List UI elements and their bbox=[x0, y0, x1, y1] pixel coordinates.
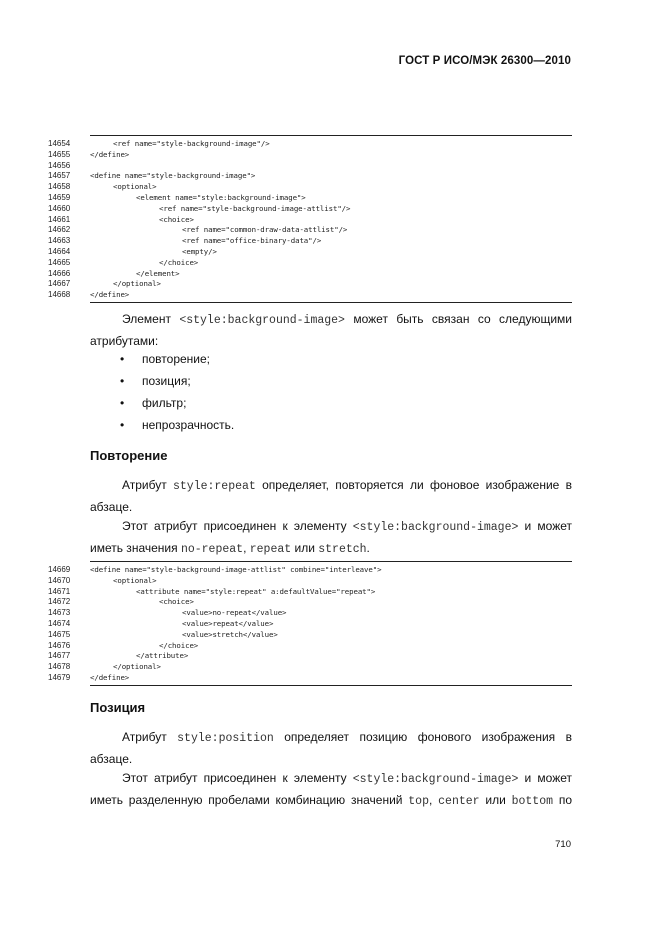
code-text: <value>no-repeat</value> bbox=[182, 608, 287, 618]
paragraph-repeat-1: Атрибут style:repeat определяет, повторяется ли фоновое изображение в bbox=[122, 478, 572, 493]
code-line bbox=[48, 258, 572, 269]
code-text: </optional> bbox=[113, 279, 161, 289]
bullet-icon: • bbox=[120, 418, 125, 432]
code-line bbox=[48, 139, 572, 150]
list-item bbox=[90, 414, 572, 436]
list-item bbox=[90, 392, 572, 414]
code-text: <ref name="style-background-image"/> bbox=[113, 139, 270, 148]
inline-code: style:repeat bbox=[173, 480, 256, 493]
inline-code: bottom bbox=[511, 795, 554, 808]
code-text: </attribute> bbox=[136, 651, 189, 661]
code-block-1 bbox=[48, 135, 572, 303]
line-number: 14669 bbox=[48, 565, 71, 574]
section-heading-position: Позиция bbox=[90, 700, 146, 715]
bullet-icon: • bbox=[120, 352, 125, 366]
code-line bbox=[48, 193, 572, 204]
inline-code: center bbox=[438, 795, 480, 808]
code-rule-top bbox=[90, 561, 572, 562]
paragraph-repeat-1-line2: абзаце. bbox=[90, 500, 133, 514]
code-text: </define> bbox=[90, 149, 130, 159]
code-text: </element> bbox=[136, 268, 180, 278]
code-text: <element name="style:background-image"> bbox=[136, 192, 306, 202]
code-text: <optional> bbox=[113, 182, 157, 192]
paragraph-element: Элемент <style:background-image> может быть связан со следующими bbox=[122, 312, 572, 327]
bullet-icon: • bbox=[120, 396, 125, 410]
line-number: 14672 bbox=[48, 597, 71, 607]
line-number: 14661 bbox=[48, 214, 71, 224]
code-text: <attribute name="style:repeat" a:defaultValue="repeat"> bbox=[136, 586, 376, 596]
line-number: 14674 bbox=[48, 618, 71, 628]
code-text: <define name="style-background-image-attlist" combine="interleave"> bbox=[90, 565, 382, 574]
code-text: <empty/> bbox=[182, 246, 217, 256]
list-item-text: повторение; bbox=[142, 352, 211, 366]
line-number: 14660 bbox=[48, 203, 71, 213]
code-text: </choice> bbox=[159, 640, 199, 650]
code-line bbox=[48, 171, 572, 182]
bullet-icon: • bbox=[120, 374, 125, 388]
code-line bbox=[48, 182, 572, 193]
code-line bbox=[48, 161, 572, 172]
code-line bbox=[48, 247, 572, 258]
code-block-2 bbox=[48, 561, 572, 686]
section-heading-repeat: Повторение bbox=[90, 448, 168, 463]
line-number: 14657 bbox=[48, 171, 71, 181]
inline-code: stretch bbox=[318, 543, 367, 556]
line-number: 14664 bbox=[48, 246, 71, 256]
code-text: <define name="style-background-image"> bbox=[90, 171, 256, 181]
line-number: 14658 bbox=[48, 182, 71, 192]
code-text: <value>repeat</value> bbox=[182, 618, 274, 628]
code-rule-bottom bbox=[90, 302, 572, 303]
inline-code: style:position bbox=[177, 732, 274, 745]
attribute-list bbox=[90, 348, 572, 436]
line-number: 14662 bbox=[48, 225, 71, 235]
line-number: 14677 bbox=[48, 651, 71, 661]
code-rule-top bbox=[90, 135, 572, 136]
line-number: 14666 bbox=[48, 268, 71, 278]
list-item-text: фильтр; bbox=[142, 396, 187, 410]
code-text: </define> bbox=[90, 672, 130, 682]
code-text: <choice> bbox=[159, 597, 194, 607]
line-number: 14655 bbox=[48, 149, 71, 159]
code-text: <optional> bbox=[113, 575, 157, 585]
page-header: ГОСТ Р ИСО/МЭК 26300—2010 bbox=[398, 55, 571, 67]
code-text: <choice> bbox=[159, 214, 194, 224]
code-lines-1 bbox=[48, 139, 572, 301]
line-number: 14670 bbox=[48, 575, 71, 585]
inline-code: repeat bbox=[249, 543, 292, 556]
code-text: </optional> bbox=[113, 662, 161, 672]
code-line bbox=[48, 608, 572, 619]
paragraph-position-2-line2: иметь разделенную пробелами комбинацию значений top, center или bottom по bbox=[90, 793, 572, 808]
line-number: 14679 bbox=[48, 672, 71, 682]
code-line bbox=[48, 619, 572, 630]
line-number: 14673 bbox=[48, 608, 71, 618]
line-number: 14667 bbox=[48, 279, 71, 289]
paragraph-element-line2: атрибутами: bbox=[90, 334, 159, 348]
code-lines-2 bbox=[48, 565, 572, 684]
code-line bbox=[48, 269, 572, 280]
paragraph-repeat-2: Этот атрибут присоединен к элементу <style:background-image> и может bbox=[122, 519, 572, 534]
code-text: </define> bbox=[90, 290, 130, 300]
code-text: <ref name="style-background-image-attlist"/> bbox=[159, 203, 351, 213]
paragraph-repeat-2-line2: иметь значения no-repeat, repeat или stretch. bbox=[90, 541, 370, 556]
code-line bbox=[48, 225, 572, 236]
code-text: <value>stretch</value> bbox=[182, 629, 278, 639]
code-line bbox=[48, 587, 572, 598]
paragraph-position-1-line2: абзаце. bbox=[90, 752, 133, 766]
inline-code: <style:background-image> bbox=[352, 773, 519, 786]
code-line bbox=[48, 565, 572, 576]
line-number: 14656 bbox=[48, 160, 71, 170]
code-line bbox=[48, 597, 572, 608]
code-line bbox=[48, 662, 572, 673]
code-line bbox=[48, 279, 572, 290]
inline-code: top bbox=[408, 795, 429, 808]
list-item bbox=[90, 370, 572, 392]
line-number: 14676 bbox=[48, 640, 71, 650]
line-number: 14668 bbox=[48, 290, 71, 300]
line-number: 14671 bbox=[48, 586, 71, 596]
code-rule-bottom bbox=[90, 685, 572, 686]
code-text: <ref name="common-draw-data-attlist"/> bbox=[182, 225, 348, 235]
code-line bbox=[48, 215, 572, 226]
page-number: 710 bbox=[555, 839, 571, 850]
code-line bbox=[48, 236, 572, 247]
line-number: 14665 bbox=[48, 257, 71, 267]
line-number: 14659 bbox=[48, 192, 71, 202]
code-line bbox=[48, 673, 572, 684]
paragraph-position-1: Атрибут style:position определяет позицию фонового изображения в bbox=[122, 730, 572, 745]
code-line bbox=[48, 204, 572, 215]
line-number: 14654 bbox=[48, 139, 71, 148]
code-line bbox=[48, 150, 572, 161]
line-number: 14663 bbox=[48, 236, 71, 246]
list-item bbox=[90, 348, 572, 370]
code-line bbox=[48, 651, 572, 662]
code-line bbox=[48, 290, 572, 301]
inline-code: <style:background-image> bbox=[352, 521, 519, 534]
paragraph-position-2: Этот атрибут присоединен к элементу <style:background-image> и может bbox=[122, 771, 572, 786]
code-line bbox=[48, 576, 572, 587]
code-text: <ref name="office-binary-data"/> bbox=[182, 236, 322, 246]
inline-code: <style:background-image> bbox=[179, 314, 345, 327]
line-number: 14678 bbox=[48, 662, 71, 672]
code-line bbox=[48, 630, 572, 641]
code-text: </choice> bbox=[159, 257, 199, 267]
line-number: 14675 bbox=[48, 629, 71, 639]
list-item-text: непрозрачность. bbox=[142, 418, 235, 432]
code-line bbox=[48, 641, 572, 652]
list-item-text: позиция; bbox=[142, 374, 191, 388]
inline-code: no-repeat bbox=[180, 543, 244, 556]
